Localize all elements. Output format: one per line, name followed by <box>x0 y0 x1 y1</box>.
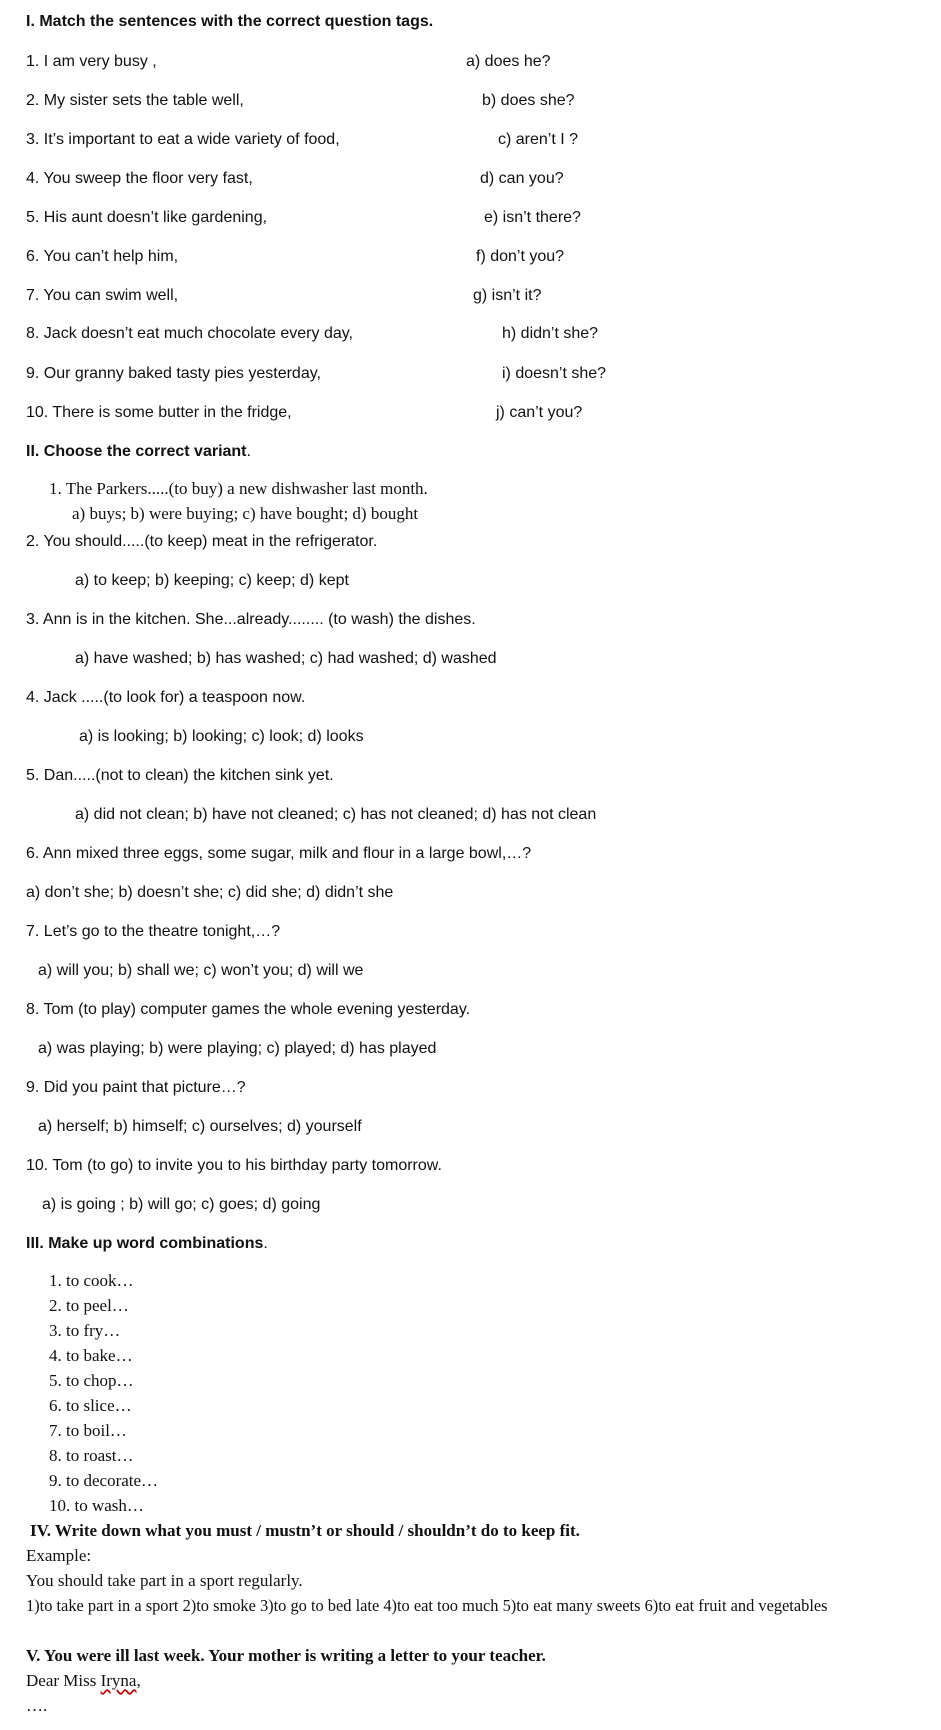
sentence-1: 1. I am very busy , <box>26 53 157 70</box>
question-3: 3. Ann is in the kitchen. She...already........ (to wash) the dishes. <box>26 611 476 628</box>
combination-2: 2. to peel… <box>49 1296 129 1315</box>
example-label: Example: <box>26 1546 92 1565</box>
combination-8: 8. to roast… <box>49 1446 134 1465</box>
sentence-3: 3. It’s important to eat a wide variety of food, <box>26 131 340 148</box>
tag-g: g) isn’t it? <box>473 287 542 304</box>
teacher-name: Iryna <box>100 1671 137 1690</box>
section-2-heading <box>26 442 251 462</box>
question-9: 9. Did you paint that picture…? <box>26 1079 246 1096</box>
question-8: 8. Tom (to play) computer games the whole evening yesterday. <box>26 1001 471 1018</box>
combination-7: 7. to boil… <box>49 1421 127 1440</box>
sentence-6: 6. You can’t help him, <box>26 248 179 265</box>
tag-h: h) didn’t she? <box>502 325 599 342</box>
combination-6: 6. to slice… <box>49 1396 132 1415</box>
sentence-8: 8. Jack doesn’t eat much chocolate every day, <box>26 325 353 342</box>
combination-1: 1. to cook… <box>49 1271 134 1290</box>
section-4-heading: IV. Write down what you must / mustn’t or should / shouldn’t do to keep fit. <box>30 1521 580 1540</box>
options-6: a) don’t she; b) doesn’t she; c) did she; d) didn’t she <box>26 884 394 901</box>
tag-d: d) can you? <box>480 170 564 187</box>
combination-3: 3. to fry… <box>49 1321 121 1340</box>
options-2: a) to keep; b) keeping; c) keep; d) kept <box>75 572 349 589</box>
section-2-heading-text: II. Choose the correct variant <box>26 443 247 460</box>
combination-10: 10. to wash… <box>49 1496 144 1515</box>
combination-4: 4. to bake… <box>49 1346 133 1365</box>
keep-fit-prompts: 1)to take part in a sport 2)to smoke 3)to go to bed late 4)to eat too much 5)to eat many sweets 6)to eat fruit and vegetables <box>26 1596 828 1615</box>
tag-f: f) don’t you? <box>476 248 565 265</box>
tag-b: b) does she? <box>482 92 575 109</box>
combination-5: 5. to chop… <box>49 1371 134 1390</box>
question-4: 4. Jack .....(to look for) a teaspoon now. <box>26 689 306 706</box>
section-5-heading: V. You were ill last week. Your mother is writing a letter to your teacher. <box>26 1646 546 1665</box>
section-2-heading-dot: . <box>246 443 251 460</box>
tag-e: e) isn’t there? <box>484 209 581 226</box>
options-10: a) is going ; b) will go; c) goes; d) going <box>42 1196 321 1213</box>
letter-greeting <box>26 1671 141 1691</box>
section-3-heading <box>26 1234 268 1254</box>
question-1: 1. The Parkers.....(to buy) a new dishwasher last month. <box>49 479 428 498</box>
options-7: a) will you; b) shall we; c) won’t you; d) will we <box>38 962 364 979</box>
sentence-2: 2. My sister sets the table well, <box>26 92 244 109</box>
sentence-10: 10. There is some butter in the fridge, <box>26 404 292 421</box>
tag-i: i) doesn’t she? <box>502 365 607 382</box>
section-1-heading: I. Match the sentences with the correct question tags. <box>26 13 434 30</box>
question-6: 6. Ann mixed three eggs, some sugar, milk and flour in a large bowl,…? <box>26 845 532 862</box>
tag-j: j) can’t you? <box>496 404 583 421</box>
options-8: a) was playing; b) were playing; c) played; d) has played <box>38 1040 437 1057</box>
section-3-heading-text: III. Make up word combinations <box>26 1235 264 1252</box>
options-9: a) herself; b) himself; c) ourselves; d) yourself <box>38 1118 362 1135</box>
question-10: 10. Tom (to go) to invite you to his birthday party tomorrow. <box>26 1157 442 1174</box>
options-5: a) did not clean; b) have not cleaned; c) has not cleaned; d) has not clean <box>75 806 597 823</box>
sentence-4: 4. You sweep the floor very fast, <box>26 170 253 187</box>
tag-a: a) does he? <box>466 53 551 70</box>
tag-c: c) aren’t I ? <box>498 131 579 148</box>
greeting-end: , <box>136 1671 141 1690</box>
greeting-start: Dear Miss <box>26 1671 101 1690</box>
section-3-heading-dot: . <box>263 1235 268 1252</box>
options-4: a) is looking; b) looking; c) look; d) looks <box>79 728 364 745</box>
sentence-5: 5. His aunt doesn’t like gardening, <box>26 209 268 226</box>
question-7: 7. Let’s go to the theatre tonight,…? <box>26 923 281 940</box>
letter-ellipsis: …. <box>26 1696 48 1715</box>
sentence-7: 7. You can swim well, <box>26 287 179 304</box>
example-text: You should take part in a sport regularly. <box>26 1571 303 1590</box>
sentence-9: 9. Our granny baked tasty pies yesterday, <box>26 365 321 382</box>
options-1: a) buys; b) were buying; c) have bought; d) bought <box>72 504 419 523</box>
question-2: 2. You should.....(to keep) meat in the refrigerator. <box>26 533 378 550</box>
question-5: 5. Dan.....(not to clean) the kitchen sink yet. <box>26 767 334 784</box>
options-3: a) have washed; b) has washed; c) had washed; d) washed <box>75 650 497 667</box>
combination-9: 9. to decorate… <box>49 1471 159 1490</box>
